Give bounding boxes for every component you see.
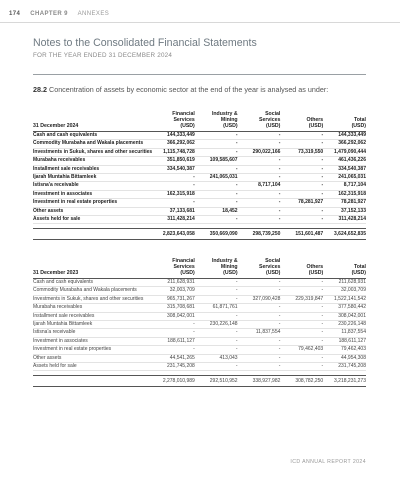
table-row bbox=[33, 329, 366, 337]
row-value: - bbox=[238, 312, 281, 320]
row-label: Ijarah Muntahia Bittamleek bbox=[33, 321, 152, 329]
table-row bbox=[33, 346, 366, 354]
row-value: 334,540,387 bbox=[152, 165, 195, 173]
total-value: 151,601,487 bbox=[280, 229, 323, 240]
row-value: 78,281,927 bbox=[323, 199, 366, 207]
total-value: 308,782,250 bbox=[280, 376, 323, 387]
table-row bbox=[33, 295, 366, 303]
column-header-line: Services bbox=[259, 117, 281, 123]
row-label: Istisna'a receivable bbox=[33, 182, 152, 190]
row-value: 1,115,748,728 bbox=[152, 148, 195, 156]
row-value: - bbox=[152, 199, 195, 207]
column-header bbox=[152, 111, 195, 132]
table-row bbox=[33, 148, 366, 156]
row-value: 413,043 bbox=[195, 354, 238, 362]
row-value: - bbox=[280, 216, 323, 224]
table-row bbox=[33, 304, 366, 312]
total-value: 2,823,643,058 bbox=[152, 229, 195, 240]
running-header bbox=[9, 11, 109, 17]
title-divider bbox=[33, 74, 366, 75]
assets-table-2023 bbox=[33, 258, 366, 387]
row-value: - bbox=[195, 140, 238, 148]
table-row bbox=[33, 199, 366, 207]
row-value: - bbox=[195, 132, 238, 140]
row-value: 73,319,550 bbox=[280, 148, 323, 156]
row-label: Installment sale receivables bbox=[33, 312, 152, 320]
table-row bbox=[33, 157, 366, 165]
column-header-line: (USD) bbox=[265, 123, 281, 129]
row-value: 231,745,208 bbox=[323, 363, 366, 371]
total-row bbox=[33, 229, 366, 240]
row-value: 230,226,148 bbox=[195, 321, 238, 329]
table-row bbox=[33, 216, 366, 224]
table-row bbox=[33, 312, 366, 320]
header-divider bbox=[0, 22, 400, 23]
row-value: - bbox=[152, 346, 195, 354]
column-header-line: Financial bbox=[172, 111, 195, 117]
row-label: Investment in associates bbox=[33, 190, 152, 198]
row-label: Cash and cash equivalents bbox=[33, 279, 152, 287]
row-value: - bbox=[195, 363, 238, 371]
row-value: 32,003,709 bbox=[323, 287, 366, 295]
table-row bbox=[33, 190, 366, 198]
column-header-line: (USD) bbox=[351, 123, 366, 129]
row-value: - bbox=[280, 329, 323, 337]
row-value: 366,292,062 bbox=[323, 140, 366, 148]
row-value: 230,226,148 bbox=[323, 321, 366, 329]
table-row bbox=[33, 174, 366, 182]
total-value: 292,510,952 bbox=[195, 376, 238, 387]
row-value: 311,428,214 bbox=[152, 216, 195, 224]
page-subtitle: FOR THE YEAR ENDED 31 DECEMBER 2024 bbox=[33, 52, 173, 59]
row-value: - bbox=[195, 337, 238, 345]
row-label: Other assets bbox=[33, 207, 152, 215]
column-header bbox=[152, 258, 195, 279]
row-value: - bbox=[280, 207, 323, 215]
row-label: Murabaha receivables bbox=[33, 157, 152, 165]
row-value: - bbox=[238, 132, 281, 140]
column-header-line: Services bbox=[173, 264, 195, 270]
table-row bbox=[33, 354, 366, 362]
row-value: 162,315,918 bbox=[152, 190, 195, 198]
row-value: 188,611,127 bbox=[323, 337, 366, 345]
column-header-line: (USD) bbox=[265, 270, 281, 276]
table-row bbox=[33, 337, 366, 345]
row-label: Other assets bbox=[33, 354, 152, 362]
row-value: 211,628,931 bbox=[152, 279, 195, 287]
total-value: 2,278,010,989 bbox=[152, 376, 195, 387]
row-value: 1,479,090,444 bbox=[323, 148, 366, 156]
table-row bbox=[33, 165, 366, 173]
row-value: 231,745,208 bbox=[152, 363, 195, 371]
row-value: 18,452 bbox=[195, 207, 238, 215]
row-value: - bbox=[280, 337, 323, 345]
column-header-line: Financial bbox=[172, 258, 195, 264]
total-value: 3,218,231,273 bbox=[323, 376, 366, 387]
row-value: - bbox=[152, 321, 195, 329]
table-header-row bbox=[33, 111, 366, 132]
column-header-line: Industry & bbox=[211, 258, 238, 264]
total-label-cell bbox=[33, 229, 152, 240]
row-label: Investments in Sukuk, shares and other securities bbox=[33, 148, 153, 155]
row-value: 229,319,847 bbox=[280, 295, 323, 303]
row-value: 211,628,931 bbox=[323, 279, 366, 287]
column-header bbox=[238, 258, 281, 279]
assets-table-2024 bbox=[33, 111, 366, 240]
column-header-line: (USD) bbox=[308, 270, 324, 276]
row-value: 37,133,681 bbox=[152, 207, 195, 215]
total-row bbox=[33, 376, 366, 387]
table-header-row bbox=[33, 258, 366, 279]
page-number: 174 bbox=[9, 11, 21, 17]
row-value: 461,436,226 bbox=[323, 157, 366, 165]
column-header-line: (USD) bbox=[223, 270, 238, 276]
row-value: - bbox=[238, 337, 281, 345]
column-header-line: Social bbox=[265, 258, 281, 264]
row-value: - bbox=[238, 304, 281, 312]
row-value: - bbox=[280, 287, 323, 295]
column-header-line: Others bbox=[306, 264, 324, 270]
row-value: - bbox=[195, 279, 238, 287]
chapter-label: CHAPTER 9 bbox=[30, 11, 68, 17]
section-label: ANNEXES bbox=[77, 11, 110, 17]
row-value: 308,042,001 bbox=[152, 312, 195, 320]
total-value: 350,669,090 bbox=[195, 229, 238, 240]
row-value: 11,837,554 bbox=[238, 329, 281, 337]
table-row bbox=[33, 132, 366, 140]
column-header bbox=[195, 111, 238, 132]
row-value: 327,090,428 bbox=[238, 295, 281, 303]
row-value: - bbox=[280, 140, 323, 148]
column-header-line: (USD) bbox=[180, 123, 195, 129]
row-value: - bbox=[195, 165, 238, 173]
row-value: 315,708,681 bbox=[152, 304, 195, 312]
row-value: - bbox=[152, 182, 195, 190]
row-label: Investments in Sukuk, shares and other securities bbox=[33, 295, 152, 303]
row-value: - bbox=[238, 321, 281, 329]
row-value: - bbox=[238, 363, 281, 371]
row-value: 78,281,927 bbox=[280, 199, 323, 207]
row-value: - bbox=[195, 148, 238, 156]
table-date-label: 31 December 2024 bbox=[33, 123, 79, 129]
row-value: 44,541,265 bbox=[152, 354, 195, 362]
row-value: - bbox=[238, 190, 281, 198]
row-value: - bbox=[195, 287, 238, 295]
row-value: 241,065,031 bbox=[323, 174, 366, 182]
row-value: 290,022,166 bbox=[238, 148, 281, 156]
table-row bbox=[33, 279, 366, 287]
table-row bbox=[33, 363, 366, 371]
row-value: - bbox=[195, 346, 238, 354]
row-value: - bbox=[280, 182, 323, 190]
row-label: Commodity Murabaha and Wakala placements bbox=[33, 140, 152, 148]
column-header-line: (USD) bbox=[308, 123, 324, 129]
row-value: - bbox=[238, 174, 281, 182]
table-row bbox=[33, 207, 366, 215]
row-value: 241,065,031 bbox=[195, 174, 238, 182]
row-value: 965,731,267 bbox=[152, 295, 195, 303]
row-value: - bbox=[280, 157, 323, 165]
row-value: 351,850,619 bbox=[152, 157, 195, 165]
row-label: Assets held for sale bbox=[33, 363, 152, 371]
row-value: - bbox=[238, 165, 281, 173]
report-footer: ICD ANNUAL REPORT 2024 bbox=[290, 459, 366, 465]
row-value: 8,717,104 bbox=[323, 182, 366, 190]
row-label: Istisna'a receivable bbox=[33, 329, 152, 337]
section-number: 28.2 bbox=[33, 85, 47, 94]
row-value: 61,871,761 bbox=[195, 304, 238, 312]
row-value: - bbox=[280, 312, 323, 320]
row-value: - bbox=[238, 199, 281, 207]
column-header-line: Industry & bbox=[211, 111, 238, 117]
row-value: 37,152,133 bbox=[323, 207, 366, 215]
row-value: - bbox=[280, 165, 323, 173]
column-header-line: Total bbox=[353, 117, 366, 123]
section-heading bbox=[33, 86, 366, 95]
row-value: - bbox=[195, 329, 238, 337]
column-header bbox=[323, 258, 366, 279]
row-label: Installment sale receivables bbox=[33, 165, 152, 173]
row-value: 109,585,607 bbox=[195, 157, 238, 165]
row-value: 308,042,001 bbox=[323, 312, 366, 320]
row-value: - bbox=[195, 199, 238, 207]
column-header bbox=[280, 258, 323, 279]
total-value: 338,927,982 bbox=[238, 376, 281, 387]
row-value: - bbox=[195, 190, 238, 198]
column-header-line: (USD) bbox=[351, 270, 366, 276]
row-value: 377,580,442 bbox=[323, 304, 366, 312]
column-header-line: Mining bbox=[220, 117, 238, 123]
row-value: 79,462,403 bbox=[280, 346, 323, 354]
column-header-line: Social bbox=[265, 111, 281, 117]
row-value: 334,540,387 bbox=[323, 165, 366, 173]
row-label: Investment in associates bbox=[33, 337, 152, 345]
row-value: - bbox=[195, 216, 238, 224]
row-value: - bbox=[238, 157, 281, 165]
row-label: Investment in real estate properties bbox=[33, 346, 152, 354]
row-value: - bbox=[195, 312, 238, 320]
row-value: - bbox=[152, 174, 195, 182]
row-value: 144,333,449 bbox=[323, 132, 366, 140]
row-value: - bbox=[238, 140, 281, 148]
total-value: 3,624,652,835 bbox=[323, 229, 366, 240]
table-row bbox=[33, 182, 366, 190]
row-value: - bbox=[238, 346, 281, 354]
row-value: 188,611,127 bbox=[152, 337, 195, 345]
row-value: - bbox=[238, 354, 281, 362]
row-label: Assets held for sale bbox=[33, 216, 152, 224]
row-value: 1,522,141,542 bbox=[323, 295, 366, 303]
row-value: - bbox=[195, 295, 238, 303]
row-value: - bbox=[195, 182, 238, 190]
row-value: - bbox=[238, 279, 281, 287]
row-label: Cash and cash equivalents bbox=[33, 132, 152, 140]
row-value: 44,954,308 bbox=[323, 354, 366, 362]
column-header-line: Mining bbox=[220, 264, 238, 270]
row-value: - bbox=[152, 329, 195, 337]
row-value: - bbox=[238, 207, 281, 215]
row-value: - bbox=[280, 190, 323, 198]
row-value: - bbox=[280, 132, 323, 140]
row-label: Ijarah Muntahia Bittamleek bbox=[33, 174, 152, 182]
row-value: 8,717,104 bbox=[238, 182, 281, 190]
table-row bbox=[33, 321, 366, 329]
row-value: - bbox=[280, 304, 323, 312]
total-label-cell bbox=[33, 376, 152, 387]
row-value: 311,428,214 bbox=[323, 216, 366, 224]
column-header-line: Total bbox=[353, 264, 366, 270]
column-header-line: Services bbox=[173, 117, 195, 123]
row-value: - bbox=[280, 363, 323, 371]
column-header bbox=[280, 111, 323, 132]
row-value: - bbox=[280, 354, 323, 362]
table-date-label: 31 December 2023 bbox=[33, 270, 79, 276]
page-title: Notes to the Consolidated Financial Statements bbox=[33, 37, 257, 49]
row-value: 32,003,709 bbox=[152, 287, 195, 295]
column-header bbox=[195, 258, 238, 279]
row-value: - bbox=[280, 279, 323, 287]
column-header bbox=[238, 111, 281, 132]
row-label: Investment in real estate properties bbox=[33, 199, 152, 207]
column-header-line: (USD) bbox=[180, 270, 195, 276]
row-value: - bbox=[238, 216, 281, 224]
total-value: 298,739,250 bbox=[238, 229, 281, 240]
column-header bbox=[323, 111, 366, 132]
row-value: 162,315,918 bbox=[323, 190, 366, 198]
row-value: - bbox=[280, 321, 323, 329]
table-row bbox=[33, 140, 366, 148]
row-value: 144,333,449 bbox=[152, 132, 195, 140]
row-value: - bbox=[238, 287, 281, 295]
row-value: 79,462,403 bbox=[323, 346, 366, 354]
row-label: Murabaha receivables bbox=[33, 304, 152, 312]
column-header-line: Services bbox=[259, 264, 281, 270]
column-header-line: (USD) bbox=[223, 123, 238, 129]
section-text: Concentration of assets by economic sector at the end of the year is analysed as under: bbox=[49, 85, 329, 94]
row-value: 11,837,554 bbox=[323, 329, 366, 337]
table-row bbox=[33, 287, 366, 295]
row-label: Commodity Murabaha and Wakala placements bbox=[33, 287, 152, 295]
column-header-line: Others bbox=[306, 117, 324, 123]
row-value: 366,292,062 bbox=[152, 140, 195, 148]
row-value: - bbox=[280, 174, 323, 182]
